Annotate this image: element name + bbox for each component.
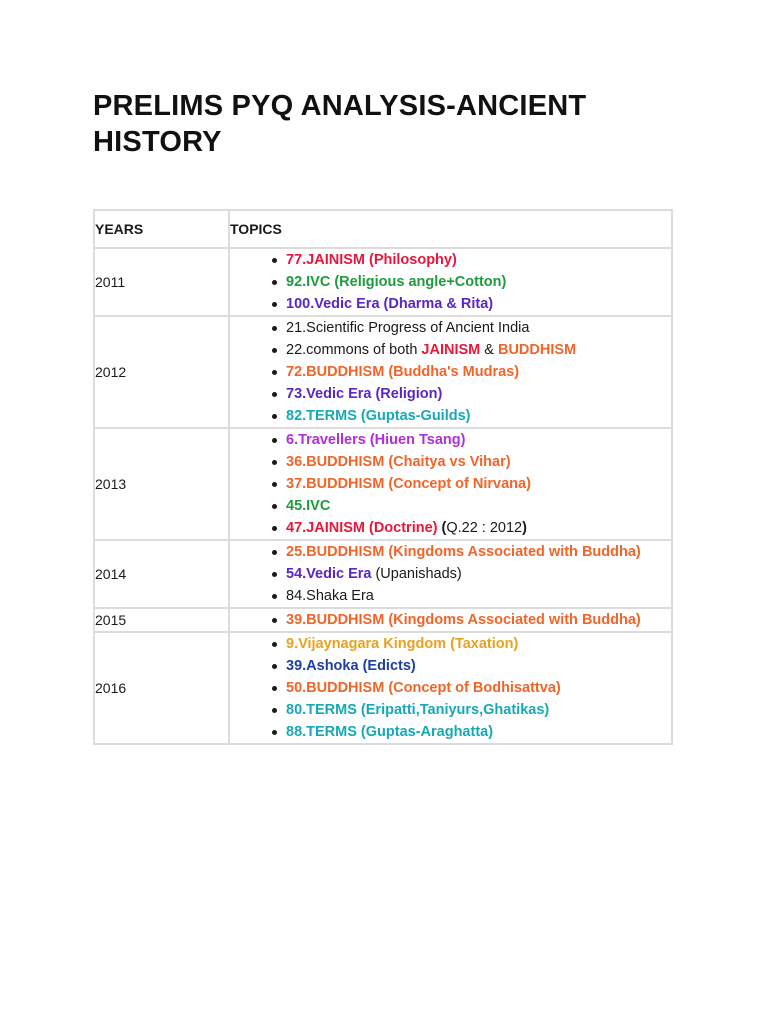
topic-item bbox=[286, 249, 671, 271]
topic-item bbox=[286, 383, 671, 405]
topic-text: 6.Travellers (Hiuen Tsang) bbox=[286, 432, 466, 448]
table-row bbox=[94, 316, 672, 428]
topic-item bbox=[286, 405, 671, 427]
topic-item bbox=[286, 609, 671, 631]
topic-list bbox=[230, 541, 671, 607]
topic-item bbox=[286, 633, 671, 655]
years-column-header: YEARS bbox=[94, 210, 229, 248]
table-body bbox=[94, 248, 672, 744]
topic-text: 9.Vijaynagara Kingdom (Taxation) bbox=[286, 636, 519, 652]
topic-text: 100.Vedic Era (Dharma & Rita) bbox=[286, 296, 494, 312]
topic-list bbox=[230, 317, 671, 427]
topic-list bbox=[230, 633, 671, 743]
topic-item bbox=[286, 563, 671, 585]
year-cell: 2015 bbox=[94, 608, 229, 632]
topics-cell bbox=[229, 316, 672, 428]
topic-item bbox=[286, 339, 671, 361]
topic-text: 54.Vedic Era bbox=[286, 566, 372, 582]
topics-cell bbox=[229, 608, 672, 632]
topic-item bbox=[286, 541, 671, 563]
topic-list bbox=[230, 609, 671, 631]
topic-text: 22.commons of both bbox=[286, 342, 422, 358]
topics-cell bbox=[229, 428, 672, 540]
topic-item bbox=[286, 585, 671, 607]
table-row bbox=[94, 428, 672, 540]
topic-text: 77.JAINISM (Philosophy) bbox=[286, 252, 457, 268]
topic-text: ( bbox=[437, 520, 447, 536]
topic-text: (Upanishads) bbox=[371, 566, 462, 582]
year-cell: 2014 bbox=[94, 540, 229, 608]
topic-item bbox=[286, 429, 671, 451]
topic-text: Q.22 : 2012 bbox=[446, 520, 523, 536]
topic-item bbox=[286, 517, 671, 539]
table-row bbox=[94, 608, 672, 632]
year-cell: 2016 bbox=[94, 632, 229, 744]
topic-text: 36.BUDDHISM (Chaitya vs Vihar) bbox=[286, 454, 511, 470]
topics-cell bbox=[229, 540, 672, 608]
topic-item bbox=[286, 495, 671, 517]
table-row bbox=[94, 248, 672, 316]
topic-item bbox=[286, 655, 671, 677]
topic-text: 25.BUDDHISM (Kingdoms Associated with Buddha) bbox=[286, 544, 641, 560]
pyq-table bbox=[93, 209, 673, 745]
topic-text: ) bbox=[522, 520, 527, 536]
topic-list bbox=[230, 429, 671, 539]
topic-item bbox=[286, 271, 671, 293]
topic-text: 45.IVC bbox=[286, 498, 331, 514]
topic-item bbox=[286, 721, 671, 743]
table-header-row bbox=[94, 210, 672, 248]
topics-cell bbox=[229, 248, 672, 316]
topic-item bbox=[286, 361, 671, 383]
topic-text: 88.TERMS (Guptas-Araghatta) bbox=[286, 724, 494, 740]
year-cell: 2011 bbox=[94, 248, 229, 316]
topic-item bbox=[286, 473, 671, 495]
year-cell: 2012 bbox=[94, 316, 229, 428]
table-row bbox=[94, 632, 672, 744]
topic-text: 73.Vedic Era (Religion) bbox=[286, 386, 443, 402]
topic-text: 92.IVC (Religious angle+Cotton) bbox=[286, 274, 507, 290]
topics-column-header: TOPICS bbox=[229, 210, 672, 248]
topic-text: & bbox=[480, 342, 498, 358]
year-cell: 2013 bbox=[94, 428, 229, 540]
topic-list bbox=[230, 249, 671, 315]
topic-text: JAINISM bbox=[421, 342, 481, 358]
topic-text: 72.BUDDHISM (Buddha's Mudras) bbox=[286, 364, 520, 380]
topic-item bbox=[286, 317, 671, 339]
table-row bbox=[94, 540, 672, 608]
topic-text: 82.TERMS (Guptas-Guilds) bbox=[286, 408, 471, 424]
topic-text: 84.Shaka Era bbox=[286, 588, 374, 604]
topic-item bbox=[286, 699, 671, 721]
topic-item bbox=[286, 677, 671, 699]
topic-text: 50.BUDDHISM (Concept of Bodhisattva) bbox=[286, 680, 561, 696]
topic-text: BUDDHISM bbox=[497, 342, 577, 358]
topic-text: 37.BUDDHISM (Concept of Nirvana) bbox=[286, 476, 531, 492]
topic-text: 47.JAINISM (Doctrine) bbox=[286, 520, 438, 536]
topics-cell bbox=[229, 632, 672, 744]
topic-text: 39.BUDDHISM (Kingdoms Associated with Buddha) bbox=[286, 612, 641, 628]
page-title: PRELIMS PYQ ANALYSIS-ANCIENT HISTORY bbox=[93, 90, 587, 158]
topic-item bbox=[286, 293, 671, 315]
topic-text: 80.TERMS (Eripatti,Taniyurs,Ghatikas) bbox=[286, 702, 550, 718]
topic-item bbox=[286, 451, 671, 473]
topic-text: 21.Scientific Progress of Ancient India bbox=[286, 320, 530, 336]
topic-text: 39.Ashoka (Edicts) bbox=[286, 658, 416, 674]
